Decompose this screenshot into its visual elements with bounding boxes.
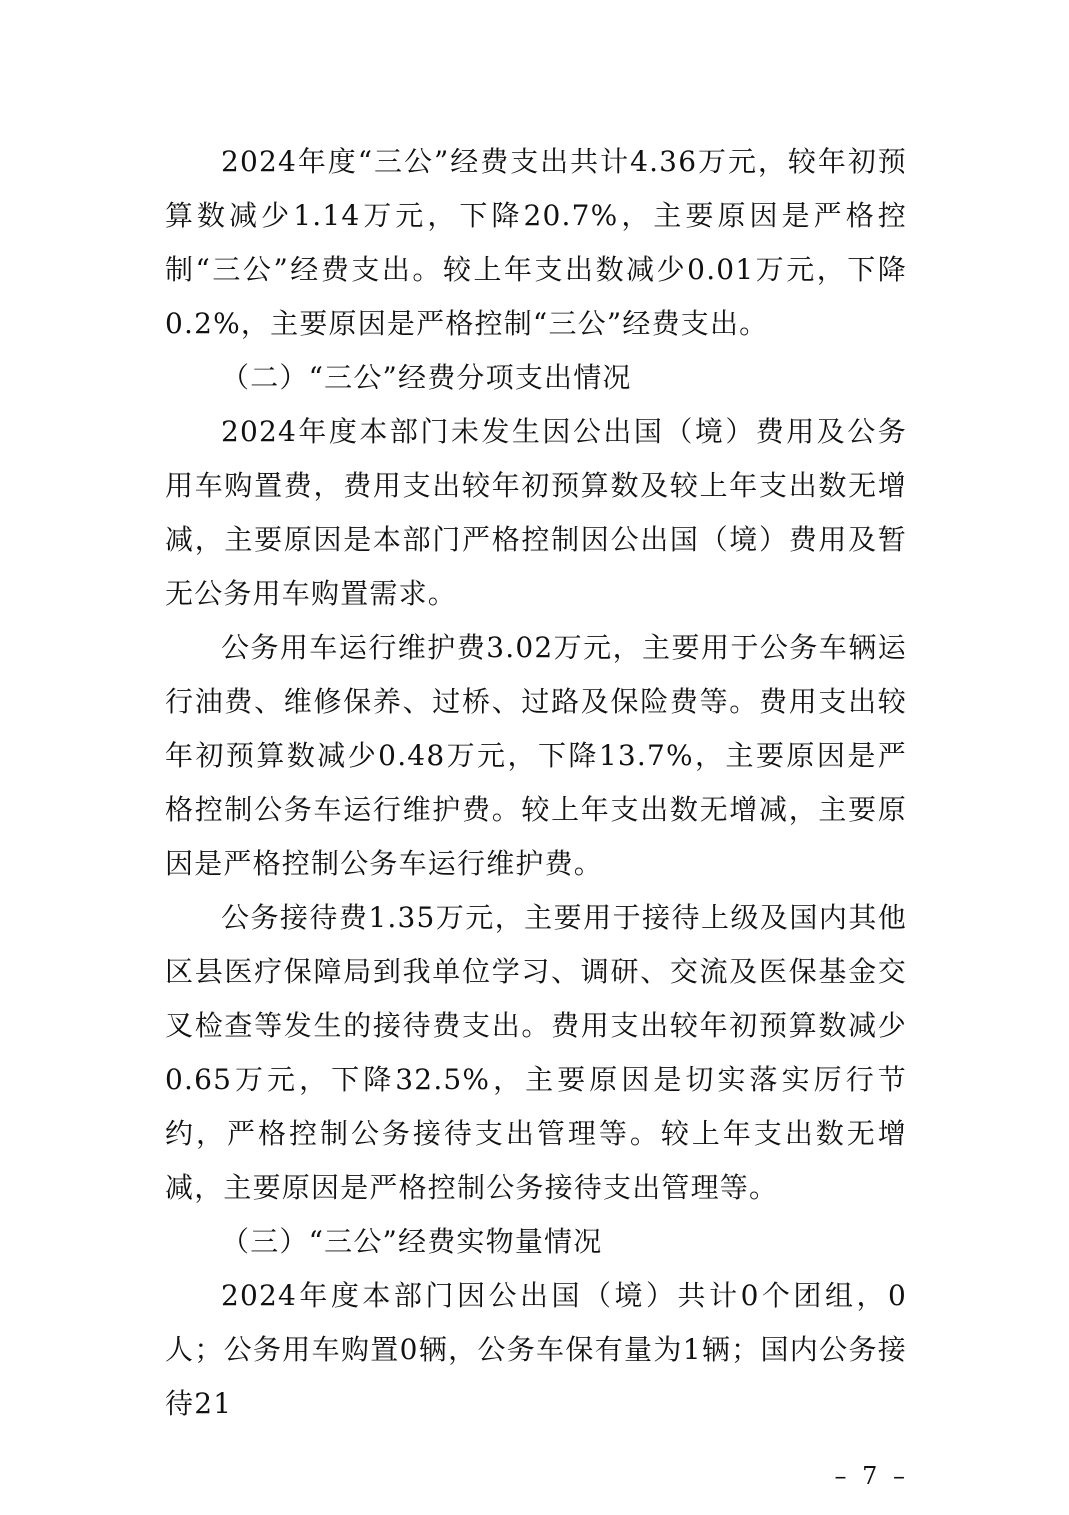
paragraph-overseas-and-vehicle-purchase: 2024年度本部门未发生因公出国（境）费用及公务用车购置费，费用支出较年初预算数及较上年支出数无增减，主要原因是本部门严格控制因公出国（境）费用及暂无公务用车购置需求。 [165,415,907,610]
section-heading-itemized-expenditure: （二）“三公”经费分项支出情况 [221,361,632,394]
page-body [165,135,907,1431]
section-heading-physical-quantity: （三）“三公”经费实物量情况 [221,1225,603,1258]
paragraph-physical-quantity: 2024年度本部门因公出国（境）共计0个团组，0人；公务用车购置0辆，公务车保有量为1辆；国内公务接待21 [165,1279,907,1420]
page-number: – 7 – [834,1462,909,1490]
paragraph-official-reception: 公务接待费1.35万元，主要用于接待上级及国内其他区县医疗保障局到我单位学习、调研、交流及医保基金交叉检查等发生的接待费支出。费用支出较年初预算数减少0.65万元，下降32.5%，主要原因是切实落实厉行节约，严格控制公务接待支出管理等。较上年支出数无增减，主要原因是严格控制公务接待支出管理等。 [165,901,907,1204]
paragraph-vehicle-maintenance: 公务用车运行维护费3.02万元，主要用于公务车辆运行油费、维修保养、过桥、过路及保险费等。费用支出较年初预算数减少0.48万元，下降13.7%，主要原因是严格控制公务车运行维护费。较上年支出数无增减，主要原因是严格控制公务车运行维护费。 [165,631,907,880]
paragraph-total-expenditure: 2024年度“三公”经费支出共计4.36万元，较年初预算数减少1.14万元，下降20.7%，主要原因是严格控制“三公”经费支出。较上年支出数减少0.01万元，下降0.2%，主要原因是严格控制“三公”经费支出。 [165,145,907,340]
